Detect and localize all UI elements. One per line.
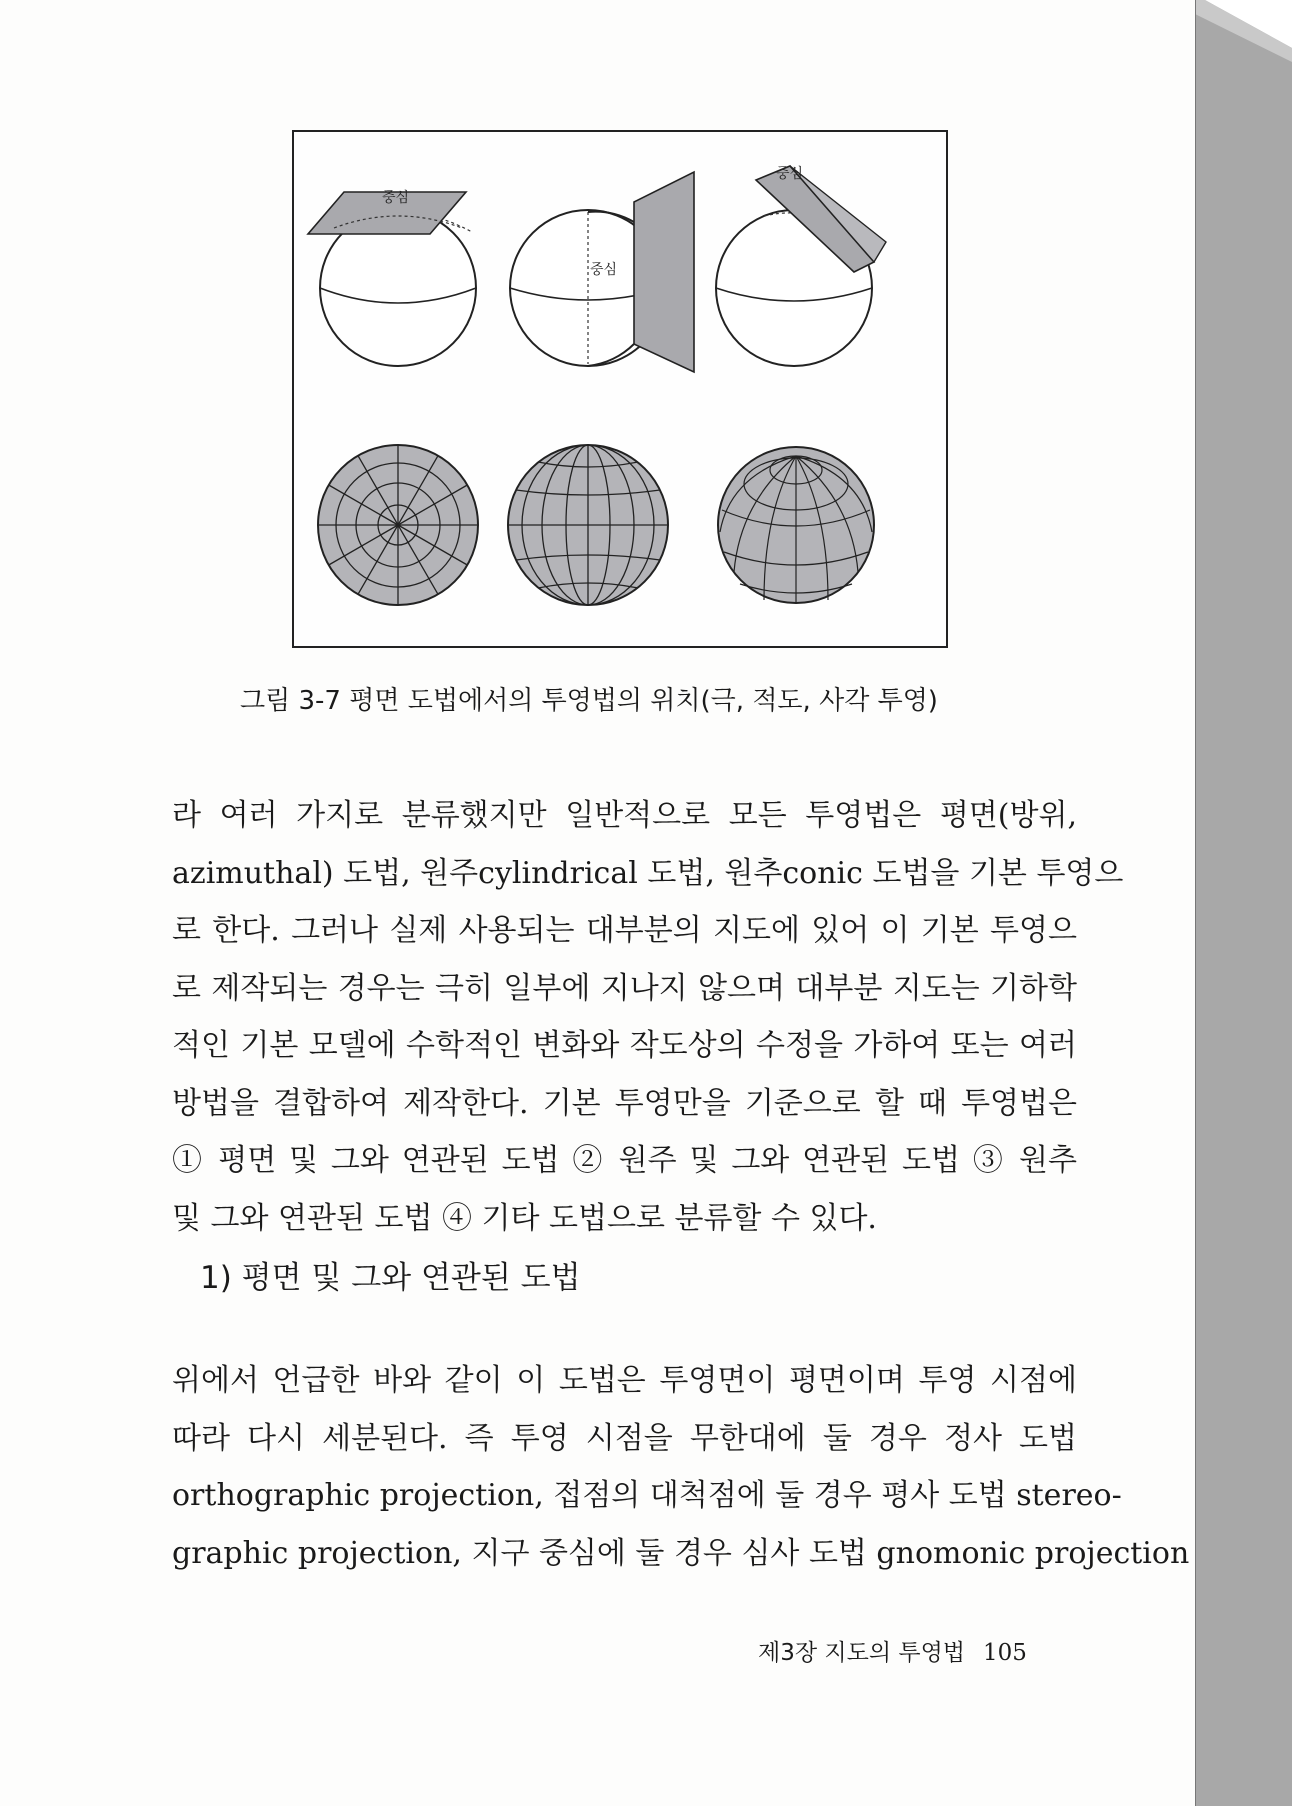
paragraph-line: 방법을 결합하여 제작한다. 기본 투영만을 기준으로 할 때 투영법은: [172, 1085, 1077, 1121]
center-label-equatorial: 중심: [590, 262, 618, 278]
paragraph-line: 위에서 언급한 바와 같이 이 도법은 투영면이 평면이며 투영 시점에: [172, 1363, 1077, 1398]
page-footer: [758, 1634, 1027, 1667]
paragraph-line: azimuthal) 도법, 원주cylindrical 도법, 원추conic 도법을 기본 투영으: [172, 855, 1124, 891]
center-label-polar: 중심: [382, 190, 410, 206]
paragraph-line: 라 여러 가지로 분류했지만 일반적으로 모든 투영법은 평면(방위,: [172, 798, 1077, 833]
figure-caption: 그림 3-7 평면 도법에서의 투영법의 위치(극, 적도, 사각 투영): [240, 686, 938, 716]
paragraph-line: graphic projection, 지구 중심에 둘 경우 심사 도법 gnomonic projection: [172, 1535, 1190, 1571]
paragraph-line: 따라 다시 세분된다. 즉 투영 시점을 무한대에 둘 경우 정사 도법: [172, 1420, 1077, 1456]
chapter-title: 제3장 지도의 투영법: [758, 1640, 965, 1666]
paragraph-planar-projection: [172, 1352, 1190, 1582]
paragraph-line: 로 제작되는 경우는 극히 일부에 지나지 않으며 대부분 지도는 기하학: [172, 970, 1077, 1006]
page-number: 105: [983, 1640, 1027, 1666]
paragraph-line: orthographic projection, 접점의 대척점에 둘 경우 평사 도법 stereo-: [172, 1478, 1122, 1513]
oblique-projection-globe: [718, 447, 874, 603]
paragraph-classification: [172, 787, 1124, 1247]
figure-projection-planes: [292, 130, 948, 648]
equatorial-plane-diagram: [510, 172, 694, 372]
equatorial-plane-shape: [634, 172, 694, 372]
paragraph-line: 적인 기본 모델에 수학적인 변화와 작도상의 수정을 가하여 또는 여러: [172, 1028, 1077, 1063]
paragraph-line: 로 한다. 그러나 실제 사용되는 대부분의 지도에 있어 이 기본 투영으: [172, 913, 1077, 948]
equatorial-projection-globe: [508, 445, 668, 605]
paragraph-line: 및 그와 연관된 도법 ④ 기타 도법으로 분류할 수 있다.: [172, 1200, 877, 1236]
figure-illustration: [294, 132, 946, 646]
polar-projection-globe: [318, 445, 478, 605]
oblique-plane-diagram: [716, 165, 886, 366]
book-side-edge: [1195, 0, 1292, 1806]
section-heading: 1) 평면 및 그와 연관된 도법: [200, 1260, 581, 1296]
polar-plane-diagram: [308, 189, 476, 366]
paragraph-line: ① 평면 및 그와 연관된 도법 ② 원주 및 그와 연관된 도법 ③ 원추: [172, 1143, 1077, 1178]
center-label-oblique: 중심: [776, 166, 804, 182]
